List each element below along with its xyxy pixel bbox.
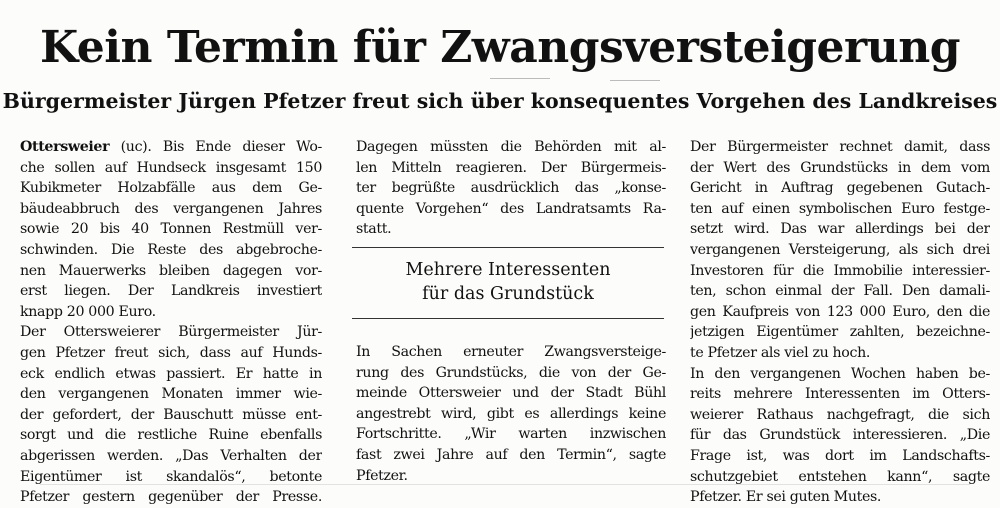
text-line: Dagegen müssten die Behörden mit al- — [356, 139, 666, 155]
text-line: Der Bürgermeister rechnet damit, dass — [690, 139, 990, 155]
scan-artifact — [40, 484, 970, 485]
text-line: knapp 20 000 Euro. — [20, 303, 156, 320]
text-line: gen Kaufpreis von 123 000 Euro, den die — [690, 303, 990, 320]
text-line: jetzigen Eigentümer zahlten, bezeichne- — [690, 324, 990, 341]
column-2-bottom — [356, 342, 666, 486]
text-line: Investoren für die Immobilie interessier- — [690, 262, 990, 279]
dateline: Ottersweier — [20, 139, 110, 155]
text-line: statt. — [356, 221, 392, 238]
column-1 — [20, 137, 322, 508]
text-line: der Wert des Grundstücks in dem vom — [690, 159, 990, 176]
text-line: reits mehrere Interessenten im Otters- — [690, 386, 990, 403]
text-line: meinde Ottersweier und der Stadt Bühl — [356, 385, 666, 402]
text-line: che sollen auf Hundseck insgesamt 150 — [20, 159, 322, 176]
subheadline: Bürgermeister Jürgen Pfetzer freut sich über konsequentes Vorgehen des Landkreises — [2, 89, 998, 113]
text-line: angestrebt wird, gibt es allerdings keine — [356, 405, 666, 422]
text-line: erst liegen. Der Landkreis investiert — [20, 283, 322, 300]
text-line: Eigentümer ist skandalös“, betonte — [20, 468, 322, 485]
text-line: rung des Grundstücks, die von der Ge- — [356, 364, 666, 381]
text-line: Pfetzer. — [356, 467, 408, 484]
scan-artifact — [490, 78, 550, 79]
text-line: weierer Rathaus nachgefragt, die sich — [690, 406, 990, 423]
section-heading-line-2: für das Grundstück — [422, 284, 594, 304]
text-line: bäudeabbruch des vergangenen Jahres — [20, 200, 322, 217]
text-line: te Pfetzer als viel zu hoch. — [690, 344, 871, 361]
text-line: Frage ist, was dort im Landschafts- — [690, 447, 990, 464]
text-line: den vergangenen Monaten immer wie- — [20, 386, 322, 403]
text-line: gen Pfetzer freut sich, dass auf Hunds- — [20, 344, 322, 361]
text-line: sowie 20 bis 40 Tonnen Restmüll ver- — [20, 221, 322, 238]
text-line: quente Vorgehen“ des Landratsamts Ra- — [356, 200, 666, 217]
text-line: Fortschritte. „Wir warten inzwischen — [356, 426, 666, 443]
text-line: schutzgebiet entstehen kann“, sagte — [690, 468, 990, 485]
divider-top — [352, 247, 664, 248]
text-line: schwinden. Die Reste des abgebroche- — [20, 241, 322, 258]
text-line: für das Grundstück interessieren. „Die — [690, 427, 990, 444]
text-line: vergangenen Versteigerung, als sich drei — [690, 241, 990, 258]
section-heading-line-1: Mehrere Interessenten — [405, 260, 611, 280]
text-line: In Sachen erneuter Zwangsversteige- — [356, 344, 666, 360]
text-line: Gericht in Auftrag gegebenen Gutach- — [690, 180, 990, 197]
column-3 — [690, 137, 990, 508]
text-line: setzt wird. Das war allerdings bei der — [690, 221, 990, 238]
text-line: ten, schon einmal der Fall. Den damali- — [690, 283, 990, 300]
text-line: sorgt und die restliche Ruine ebenfalls — [20, 427, 322, 444]
section-heading — [352, 258, 664, 306]
scan-artifact — [610, 80, 660, 81]
divider-bottom — [352, 318, 664, 319]
text-line: nen Mauerwerks bleiben dagegen vor- — [20, 262, 322, 279]
text-line: der gefordert, der Bauschutt müsse ent- — [20, 406, 322, 423]
text-line: fast zwei Jahre auf den Termin“, sagte — [356, 446, 666, 463]
text-line: ten auf einen symbolischen Euro festge- — [690, 200, 990, 217]
headline: Kein Termin für Zwangsversteigerung — [40, 22, 960, 73]
text-line: len Mitteln reagieren. Der Bürgermeis- — [356, 159, 666, 176]
text-line: Pfetzer. Er sei guten Mutes. — [690, 489, 882, 506]
text-line: abgerissen werden. „Das Verhalten der — [20, 447, 322, 464]
column-2-top — [356, 137, 666, 240]
text-line: Kubikmeter Holzabfälle aus dem Ge- — [20, 180, 322, 197]
text-line: eck endlich etwas passiert. Er hatte in — [20, 365, 322, 382]
text-line: Ottersweier (uc). Bis Ende dieser Wo- — [20, 139, 322, 155]
text-line: In den vergangenen Wochen haben be- — [690, 365, 990, 382]
text-line: Pfetzer gestern gegenüber der Presse. — [20, 489, 322, 506]
text-line: Der Ottersweierer Bürgermeister Jür- — [20, 324, 322, 341]
text-line: ter begrüßte ausdrücklich das „konse- — [356, 180, 666, 197]
